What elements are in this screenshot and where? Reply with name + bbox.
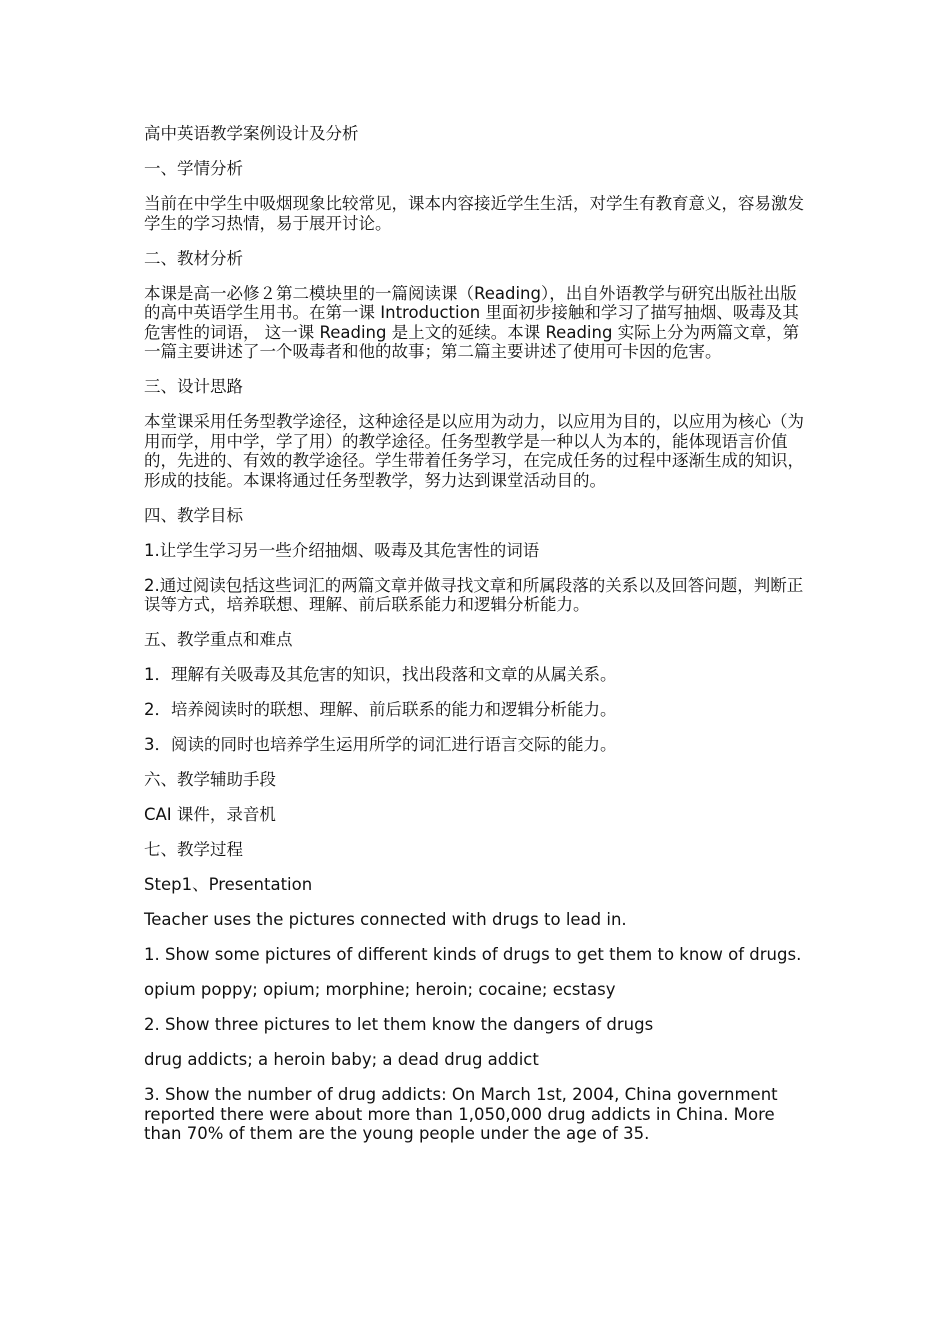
body-paragraph: CAI 课件，录音机	[144, 805, 276, 824]
section-heading: 六、教学辅助手段	[144, 770, 276, 789]
list-item: 2．培养阅读时的联想、理解、前后联系的能力和逻辑分析能力。	[144, 700, 617, 719]
body-paragraph: 当前在中学生中吸烟现象比较常见，课本内容接近学生生活，对学生有教育意义，容易激发学生的学习热情，易于展开讨论。	[144, 194, 804, 233]
body-paragraph: opium poppy; opium; morphine; heroin; cocaine; ecstasy	[144, 980, 616, 999]
step-heading: Step1、Presentation	[144, 875, 313, 894]
body-paragraph: 本课是高一必修２第二模块里的一篇阅读课（Reading），出自外语教学与研究出版社出版的高中英语学生用书。在第一课 Introduction 里面初步接触和学习了描写抽烟、吸毒及其危害性的词语， 这一课 Reading 是上文的延续。本课 Reading 实际上分为两篇文章，第一篇主要讲述了一个吸毒者和他的故事；第二篇主要讲述了使用可卡因的危害。	[144, 283, 800, 361]
section-heading: 一、学情分析	[144, 159, 243, 178]
list-item: 2. Show three pictures to let them know the dangers of drugs	[144, 1015, 654, 1034]
list-item: 2.通过阅读包括这些词汇的两篇文章并做寻找文章和所属段落的关系以及回答问题，判断正误等方式，培养联想、理解、前后联系能力和逻辑分析能力。	[144, 575, 804, 614]
body-paragraph: Teacher uses the pictures connected with drugs to lead in.	[144, 910, 627, 929]
section-heading: 二、教材分析	[144, 248, 243, 268]
body-paragraph: drug addicts; a heroin baby; a dead drug addict	[144, 1050, 539, 1069]
body-paragraph: 本堂课采用任务型教学途径，这种途径是以应用为动力，以应用为目的，以应用为核心（为用而学，用中学，学了用）的教学途径。任务型教学是一种以人为本的，能体现语言价值的，先进的、有效的教学途径。学生带着任务学习，在完成任务的过程中逐渐生成的知识，形成的技能。本课将通过任务型教学，努力达到课堂活动目的。	[144, 412, 804, 490]
list-item: 1. Show some pictures of different kinds of drugs to get them to know of drugs.	[144, 945, 802, 964]
list-item: 1.让学生学习另一些介绍抽烟、吸毒及其危害性的词语	[144, 540, 540, 560]
section-heading: 七、教学过程	[144, 840, 243, 859]
document-page	[144, 124, 812, 1159]
list-item: 1．理解有关吸毒及其危害的知识，找出段落和文章的从属关系。	[144, 665, 617, 684]
section-heading: 三、设计思路	[144, 377, 243, 396]
section-heading: 五、教学重点和难点	[144, 630, 293, 649]
document-title: 高中英语教学案例设计及分析	[144, 124, 359, 143]
list-item: 3．阅读的同时也培养学生运用所学的词汇进行语言交际的能力。	[144, 735, 617, 754]
list-item: 3. Show the number of drug addicts: On March 1st, 2004, China government reported there were about more than 1,050,000 drug addicts in China. More than 70% of them are the young people under the age of 35.	[144, 1085, 778, 1143]
section-heading: 四、教学目标	[144, 505, 243, 525]
